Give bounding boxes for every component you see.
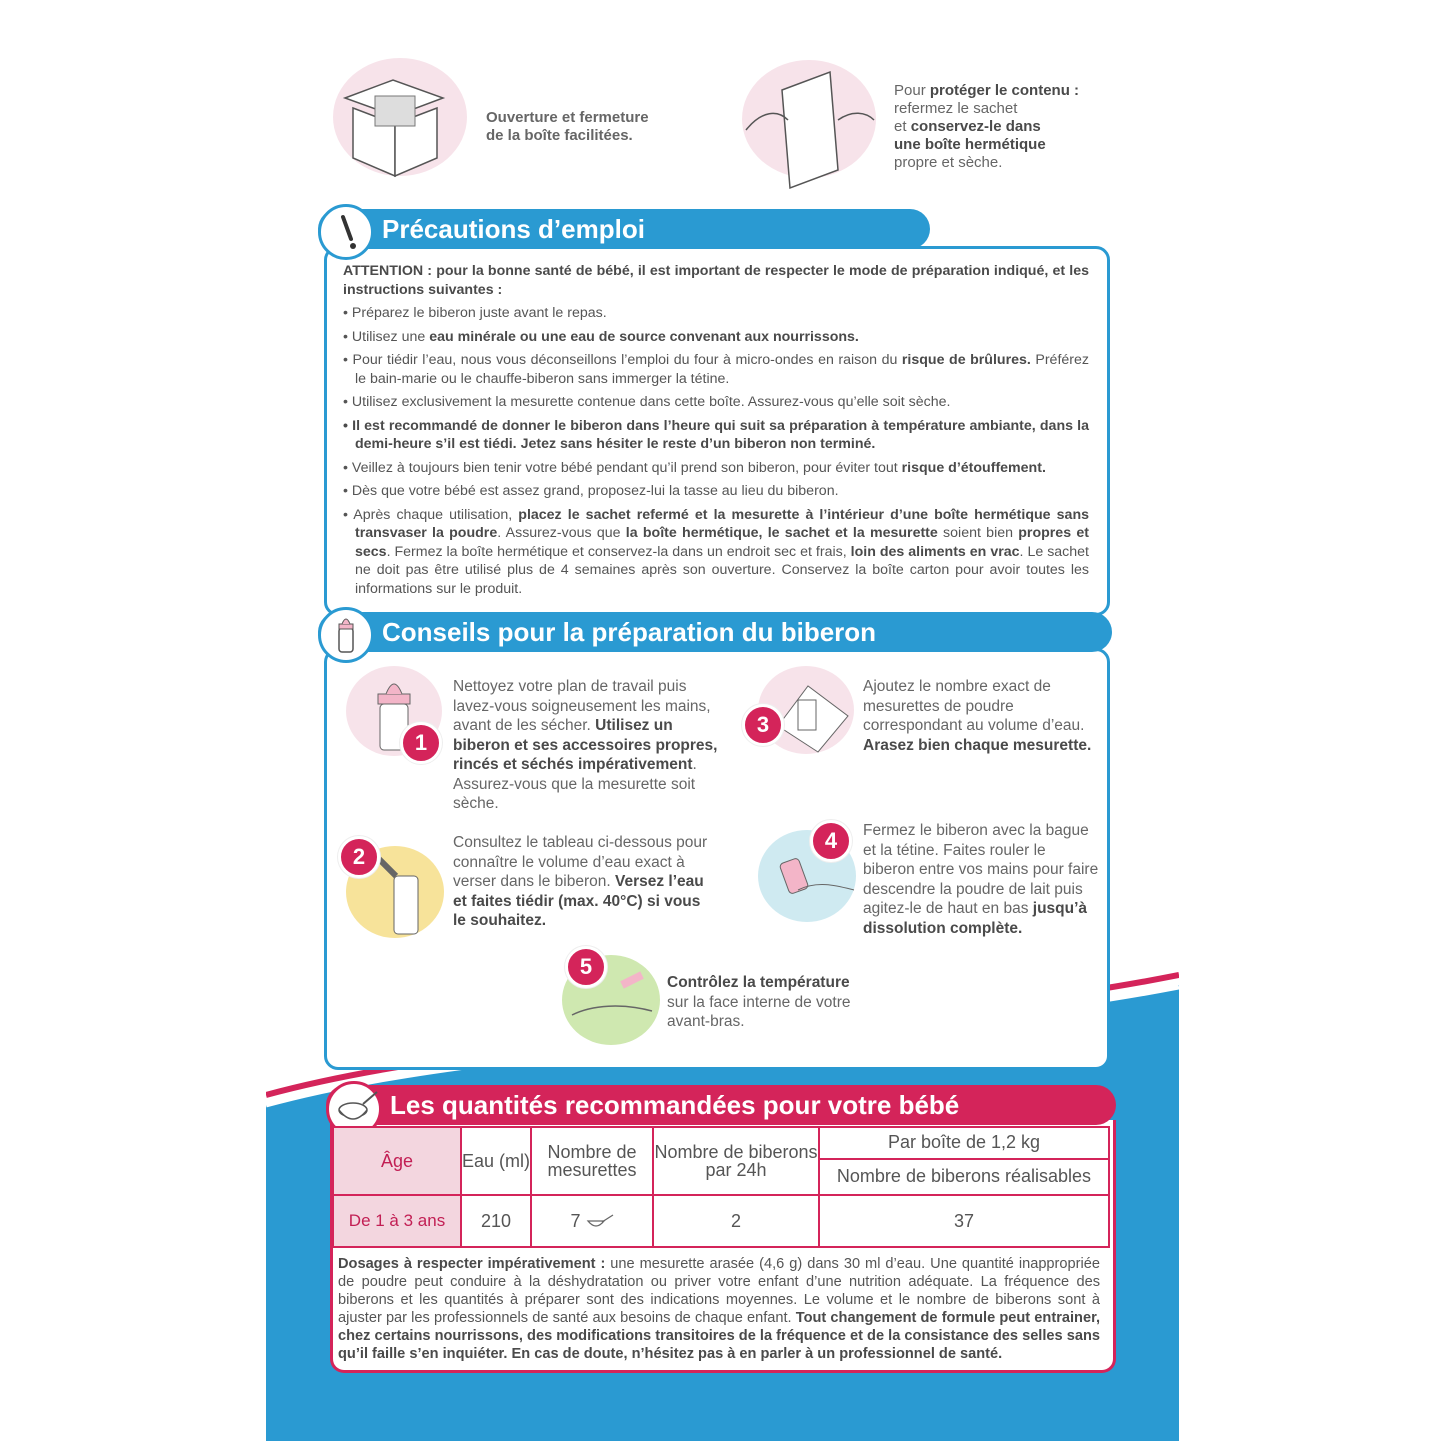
header-eau: Eau (ml) xyxy=(461,1127,531,1195)
prec-item-5: • Il est recommandé de donner le biberon dans l’heure qui suit sa préparation à température ambiante, dans la demi-heure s’il est tiédi. Jetez sans hésiter le reste d’un biberon non terminé. xyxy=(343,417,1089,452)
step-3-text: Ajoutez le nombre exact de mesurettes de poudre correspondant au volume d’eau. Arasez bien chaque mesurette. xyxy=(863,678,1092,754)
prec-item-7: • Dès que votre bébé est assez grand, proposez-lui la tasse au lieu du biberon. xyxy=(343,483,839,499)
protect-pre: Pour xyxy=(894,82,930,99)
protect-line-5: propre et sèche. xyxy=(894,154,1003,171)
protect-bold: protéger le contenu : xyxy=(929,82,1080,99)
cell-age: De 1 à 3 ans xyxy=(333,1195,461,1247)
protect-line-3-bold: conservez-le dans xyxy=(910,118,1041,135)
prec-item-6: • Veillez à toujours bien tenir votre bébé pendant qu’il prend son biberon, pour éviter tout risque d’étouffement. xyxy=(343,459,1046,476)
header-biberons: Nombre de biberons par 24h xyxy=(653,1127,819,1195)
bottle-icon xyxy=(318,607,374,663)
quantites-header xyxy=(326,1085,1116,1125)
prec-item-1: • Préparez le biberon juste avant le repas. xyxy=(343,305,607,321)
dosage-text: Dosages à respecter impérativement : une mesurette arasée (4,6 g) dans 30 ml d’eau. Une quantité inappropriée de poudre peut conduire à la déshydratation ou priver votre enfant d’une nutrition adéquate. La fréquence des biberons et les quantités à préparer sont des indications moyennes. Le volume et le nombre de biberons sont à ajuster par les professionnels de santé aux besoins de chaque enfant. Tout changement de formule peut entrainer, chez certains nourrissons, des modifications transitoires de la fréquence et de la consistance des selles sans qu’il faille s’en inquiéter. En cas de doute, n’hésitez pas à en parler à un professionnel de santé. xyxy=(338,1256,1100,1362)
step-5-number: 5 xyxy=(565,946,607,988)
precautions-header xyxy=(318,209,930,249)
protect-line-2: refermez le sachet xyxy=(894,100,1018,117)
precautions-text xyxy=(343,262,1089,603)
prec-item-8: • Après chaque utilisation, placez le sachet refermé et la mesurette à l’intérieur d’une boîte hermétique sans transvaser la poudre. Assurez-vous que la boîte hermétique, le sachet et la mesurette soient bien propres et secs. Fermez la boîte hermétique et conservez-la dans un endroit sec et frais, loin des aliments en vrac. Le sachet ne doit pas être utilisé plus de 4 semaines après son ouverture. Conservez la boîte carton pour avoir toutes les informations sur le produit. xyxy=(343,506,1089,597)
attention-text: ATTENTION : pour la bonne santé de bébé, il est important de respecter le mode de préparation indiqué, et les instructions suivantes : xyxy=(343,263,1089,298)
cell-mesurettes-value: 7 xyxy=(570,1210,581,1231)
prec-item-3: • Pour tiédir l’eau, nous vous déconseillons l’emploi du four à micro-ondes en raison du risque de brûlures. Préférez le bain-marie ou le chauffe-biberon sans immerger la tétine. xyxy=(343,352,1089,387)
conseils-title: Conseils pour la préparation du biberon xyxy=(382,617,877,647)
conseils-header xyxy=(318,612,1112,652)
step-1-text: Nettoyez votre plan de travail puis lavez-vous soigneusement les mains, avant de les sécher. Utilisez un biberon et ses accessoires propres, rincés et séchés impérativement. Assurez-vous que la mesurette soit sèche. xyxy=(453,678,718,812)
protect-text xyxy=(894,82,1114,172)
cell-mesurettes xyxy=(531,1195,653,1247)
protect-line-3-pre: et xyxy=(894,118,911,135)
header-par-boite: Par boîte de 1,2 kg xyxy=(819,1127,1109,1159)
header-age: Âge xyxy=(333,1127,461,1195)
header-mesurettes: Nombre de mesurettes xyxy=(531,1127,653,1195)
cell-biberons: 2 xyxy=(653,1195,819,1247)
box-line-1: Ouverture et fermeture xyxy=(486,109,649,126)
box-line-2: de la boîte facilitées. xyxy=(486,127,633,144)
quantites-title: Les quantités recommandées pour votre bébé xyxy=(390,1090,960,1120)
step-1-number: 1 xyxy=(400,722,442,764)
cell-realisables: 37 xyxy=(819,1195,1109,1247)
precautions-title: Précautions d’emploi xyxy=(382,214,645,244)
sachet-illustration xyxy=(742,60,876,178)
box-icon xyxy=(333,58,467,188)
step-5-text: Contrôlez la température sur la face interne de votre avant-bras. xyxy=(667,974,851,1030)
sachet-icon xyxy=(742,60,876,190)
warning-icon xyxy=(318,204,374,260)
protect-line-4: une boîte hermétique xyxy=(894,136,1046,153)
step-2-text: Consultez le tableau ci-dessous pour connaître le volume d’eau exact à verser dans le biberon. Versez l’eau et faites tiédir (max. 40°C) si vous le souhaitez. xyxy=(453,834,708,929)
step-2-number: 2 xyxy=(338,836,380,878)
step-4-text: Fermez le biberon avec la bague et la tétine. Faites rouler le biberon entre vos mains pour faire descendre la poudre de lait puis agitez-le de haut en bas jusqu’à dissolution complète. xyxy=(863,822,1099,937)
prec-item-2: • Utilisez une eau minérale ou une eau de source convenant aux nourrissons. xyxy=(343,328,859,345)
cell-eau: 210 xyxy=(461,1195,531,1247)
quantites-table xyxy=(332,1126,1110,1248)
scoop-icon xyxy=(586,1213,614,1231)
step-3-number: 3 xyxy=(742,704,784,746)
box-opening-illustration xyxy=(333,58,467,176)
prec-item-4: • Utilisez exclusivement la mesurette contenue dans cette boîte. Assurez-vous qu’elle soit sèche. xyxy=(343,394,951,410)
header-realisables: Nombre de biberons réalisables xyxy=(819,1159,1109,1195)
step-4-number: 4 xyxy=(810,820,852,862)
box-opening-text xyxy=(486,109,706,145)
